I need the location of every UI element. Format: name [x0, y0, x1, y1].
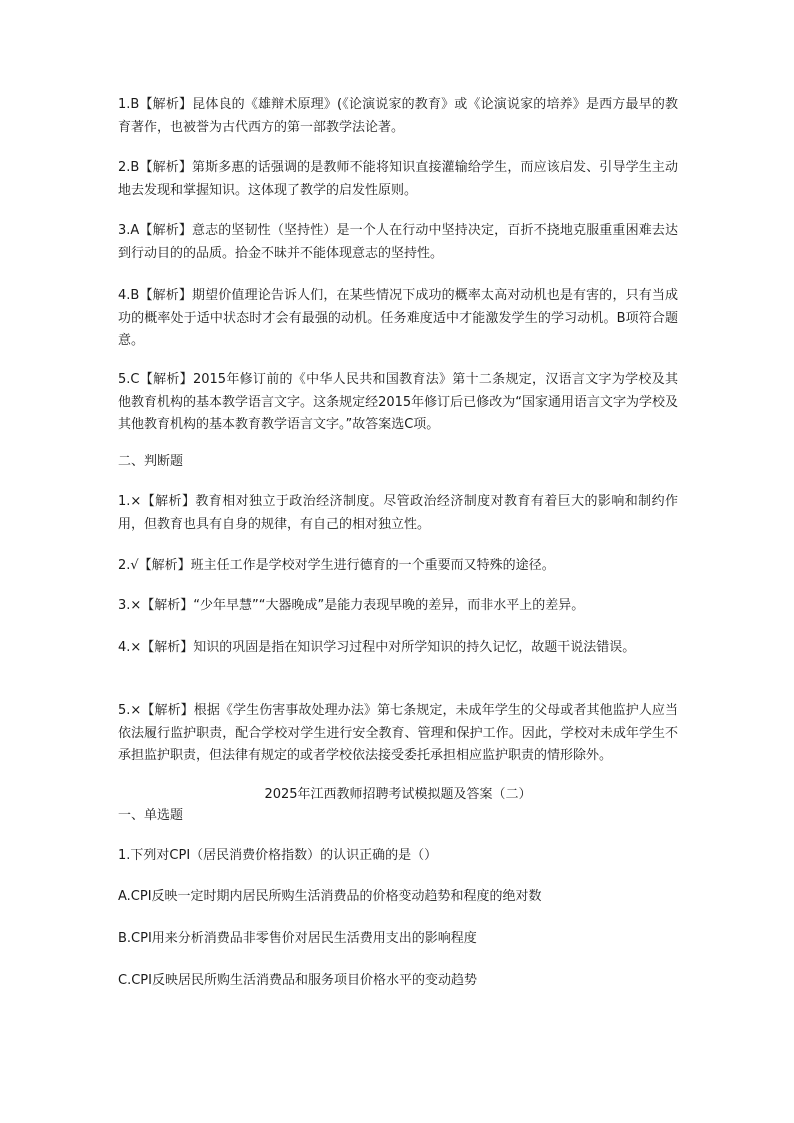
answer-judgment-5: 5.×【解析】根据《学生伤害事故处理办法》第七条规定，未成年学生的父母或者其他监护人应当依法履行监护职责，配合学校对学生进行安全教育、管理和保护工作。因此，学校对未成年学生不承担监护职责，但法律有规定的或者学校依法接受委托承担相应监护职责的情形除外。 — [118, 703, 678, 763]
question-1-stem: 1.下列对CPI（居民消费价格指数）的认识正确的是（） — [118, 848, 438, 863]
answer-judgment-3: 3.×【解析】“少年早慧”“大器晚成”是能力表现早晚的差异，而非水平上的差异。 — [118, 598, 585, 613]
answer-single-4: 4.B【解析】期望价值理论告诉人们，在某些情况下成功的概率太高对动机也是有害的，只有当成功的概率处于适中状态时才会有最强的动机。任务难度适中才能激发学生的学习动机。B项符合题意。 — [118, 288, 678, 348]
question-1-option-c: C.CPI反映居民所购生活消费品和服务项目价格水平的变动趋势 — [118, 973, 477, 988]
judgment-heading: 二、判断题 — [118, 454, 184, 469]
question-1-option-b: B.CPI用来分析消费品非零售价对居民生活费用支出的影响程度 — [118, 931, 477, 946]
answer-judgment-4: 4.×【解析】知识的巩固是指在知识学习过程中对所学知识的持久记忆，故题干说法错误。 — [118, 640, 636, 655]
answer-single-1: 1.B【解析】昆体良的《雄辩术原理》(《论演说家的教育》或《论演说家的培养》是西方最早的教育著作，也被誉为古代西方的第一部教学法论著。 — [118, 97, 678, 135]
answer-single-3: 3.A【解析】意志的坚韧性（坚持性）是一个人在行动中坚持决定，百折不挠地克服重重困难去达到行动目的的品质。拾金不昧并不能体现意志的坚持性。 — [118, 223, 678, 261]
answer-single-5: 5.C【解析】2015年修订前的《中华人民共和国教育法》第十二条规定，汉语言文字为学校及其他教育机构的基本教学语言文字。这条规定经2015年修订后已修改为“国家通用语言文字为学校及其他教育机构的基本教育教学语言文字。”故答案选C项。 — [118, 372, 678, 432]
answer-single-2: 2.B【解析】第斯多惠的话强调的是教师不能将知识直接灌输给学生，而应该启发、引导学生主动地去发现和掌握知识。这体现了教学的启发性原则。 — [118, 160, 678, 198]
answer-judgment-2: 2.√【解析】班主任工作是学校对学生进行德育的一个重要而又特殊的途径。 — [118, 558, 555, 573]
section-one-heading: 一、单选题 — [118, 808, 184, 823]
answer-judgment-1: 1.×【解析】教育相对独立于政治经济制度。尽管政治经济制度对教育有着巨大的影响和制约作用，但教育也具有自身的规律，有自己的相对独立性。 — [118, 494, 678, 532]
question-1-option-a: A.CPI反映一定时期内居民所购生活消费品的价格变动趋势和程度的绝对数 — [118, 889, 542, 904]
exam-title: 2025年江西教师招聘考试模拟题及答案（二） — [264, 787, 532, 802]
